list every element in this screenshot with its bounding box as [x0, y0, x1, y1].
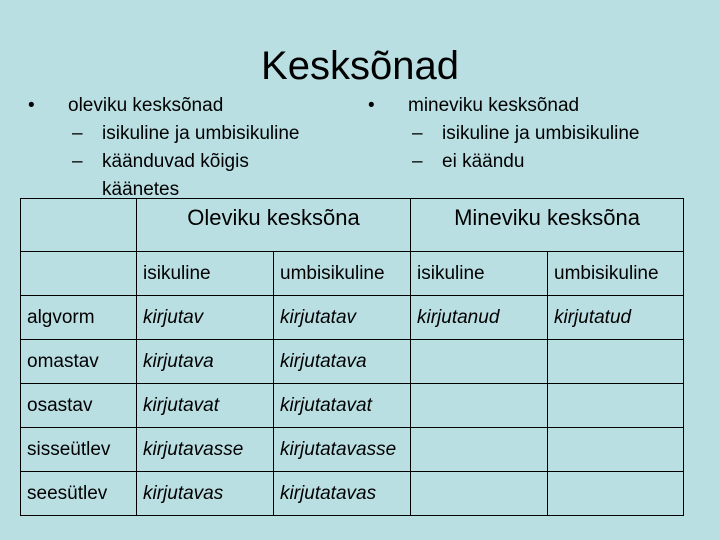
case-cell: sisseütlev — [21, 428, 137, 472]
bullet-item — [368, 92, 708, 120]
table-sub-header-row — [21, 252, 684, 296]
form-cell — [548, 472, 684, 516]
form-cell — [548, 340, 684, 384]
case-cell: seesütlev — [21, 472, 137, 516]
form-cell: kirjutavat — [137, 384, 274, 428]
case-cell: algvorm — [21, 296, 137, 340]
sub-header-cell: isikuline — [411, 252, 548, 296]
form-cell: kirjutavasse — [137, 428, 274, 472]
group-header-past: Mineviku kesksõna — [411, 199, 684, 252]
dash-marker: – — [412, 123, 423, 144]
table-row — [21, 384, 684, 428]
table-group-header-row — [21, 199, 684, 252]
sub-header-cell: umbisikuline — [274, 252, 411, 296]
form-cell: kirjutatavat — [274, 384, 411, 428]
form-cell: kirjutatavasse — [274, 428, 411, 472]
form-cell: kirjutav — [137, 296, 274, 340]
sub-text: isikuline ja umbisikuline — [442, 123, 640, 144]
sub-header-cell: isikuline — [137, 252, 274, 296]
form-cell: kirjutatav — [274, 296, 411, 340]
group-header-present: Oleviku kesksõna — [137, 199, 411, 252]
slide-title: Kesksõnad — [261, 44, 459, 88]
table-corner-cell — [21, 252, 137, 296]
form-cell: kirjutatud — [548, 296, 684, 340]
form-cell: kirjutava — [137, 340, 274, 384]
form-cell: kirjutatavas — [274, 472, 411, 516]
sub-text: isikuline ja umbisikuline — [102, 123, 300, 144]
bullet-item — [28, 92, 358, 120]
form-cell: kirjutanud — [411, 296, 548, 340]
case-cell: osastav — [21, 384, 137, 428]
dash-marker: – — [72, 123, 83, 144]
form-cell: kirjutavas — [137, 472, 274, 516]
bullet-block-present — [28, 92, 358, 204]
form-cell — [411, 340, 548, 384]
form-cell — [548, 384, 684, 428]
form-cell — [411, 472, 548, 516]
form-cell — [548, 428, 684, 472]
dash-marker: – — [412, 151, 423, 172]
sub-item — [368, 148, 708, 176]
table-row — [21, 340, 684, 384]
bullet-block-past — [368, 92, 708, 176]
table-row — [21, 428, 684, 472]
form-cell — [411, 428, 548, 472]
table-row — [21, 296, 684, 340]
sub-item — [28, 148, 358, 204]
participle-table — [20, 198, 684, 516]
form-cell — [411, 384, 548, 428]
sub-header-cell: umbisikuline — [548, 252, 684, 296]
sub-item — [28, 120, 358, 148]
case-cell: omastav — [21, 340, 137, 384]
table-corner-cell — [21, 199, 137, 252]
dash-marker: – — [72, 151, 83, 172]
bullet-text: mineviku kesksõnad — [408, 95, 580, 116]
bullet-dot: • — [28, 95, 35, 116]
bullet-text: oleviku kesksõnad — [68, 95, 224, 116]
table-row — [21, 472, 684, 516]
sub-item — [368, 120, 708, 148]
sub-text: käänduvad kõigis käänetes — [102, 151, 249, 200]
bullet-dot: • — [368, 95, 375, 116]
sub-text: ei käändu — [442, 151, 525, 172]
form-cell: kirjutatava — [274, 340, 411, 384]
